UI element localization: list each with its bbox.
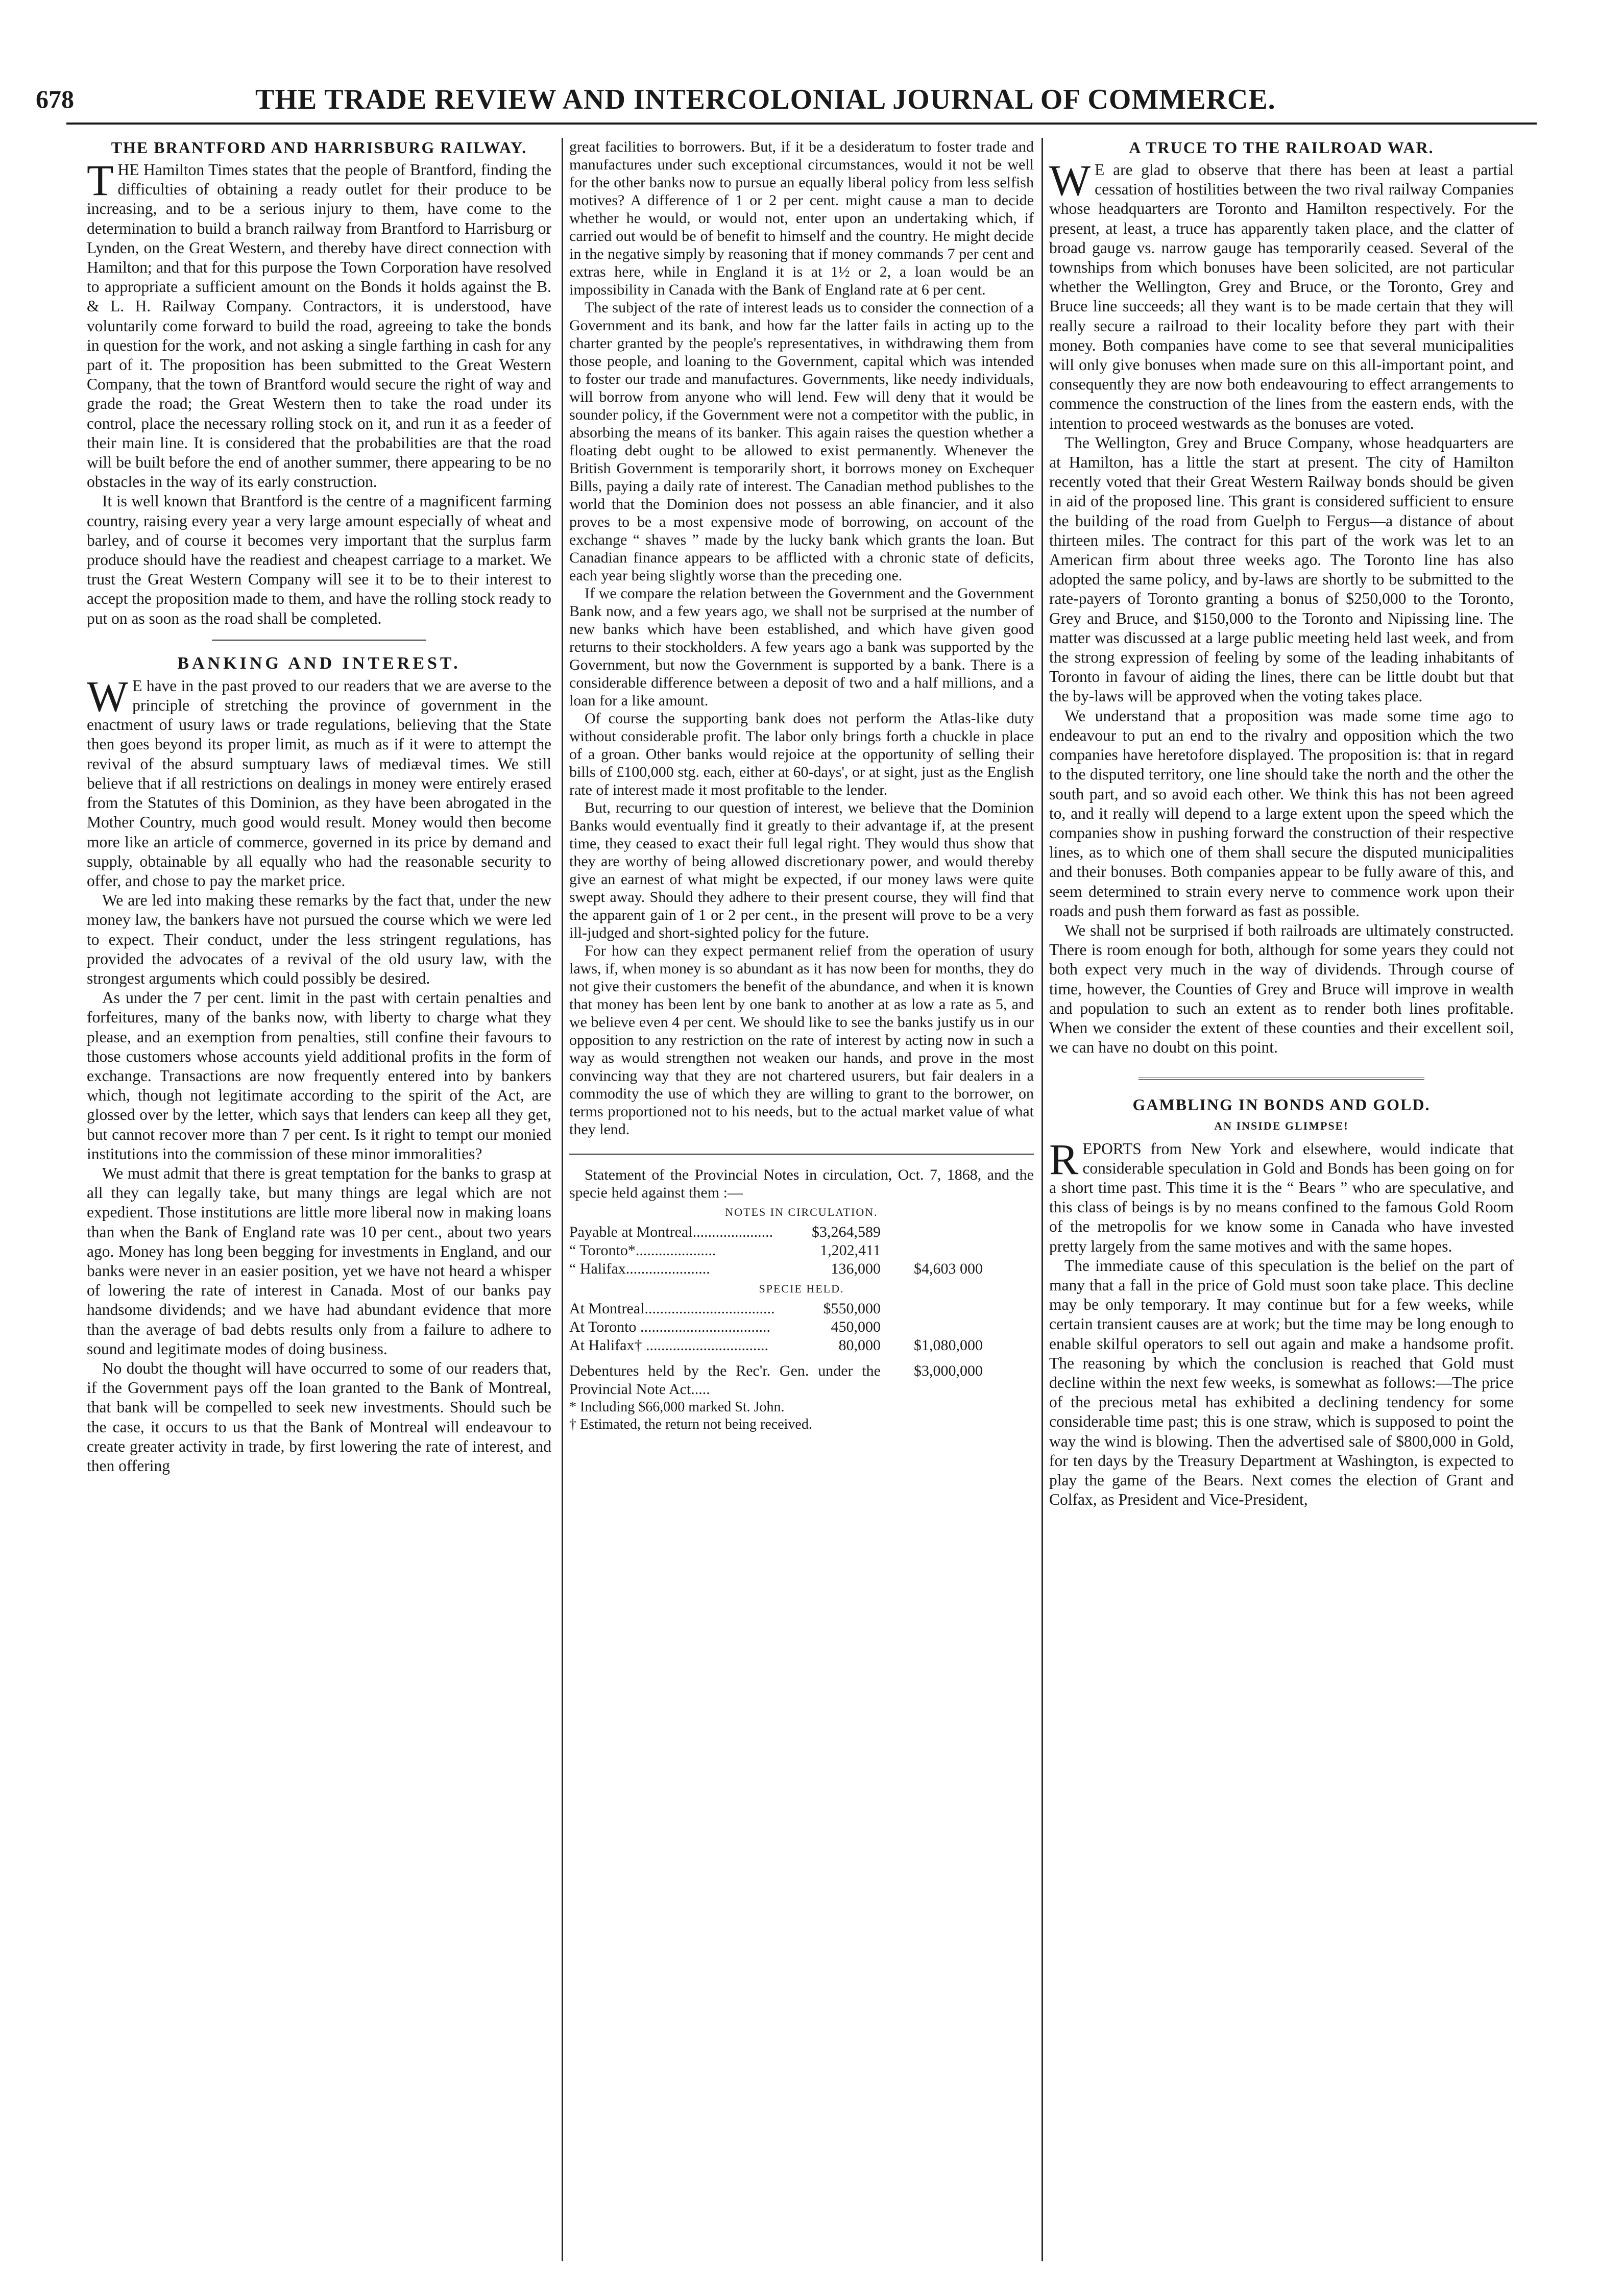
article-paragraph: Of course the supporting bank does not perform the Atlas-like duty without considerable profit. The labor only brings forth a chuckle in place of a groan. Other banks would rejoice at the opportunity of selling their bills of £100,000 stg. each, either at 60-days', or at sight, just as the English rate of interest made it most profitable to the lender. — [569, 710, 1034, 798]
column-divider — [562, 138, 563, 2261]
statement-intro: Statement of the Provincial Notes in circulation, Oct. 7, 1868, and the specie held against them :— — [569, 1166, 1034, 1201]
drop-cap: R — [1049, 1134, 1079, 1184]
footnote: * Including $66,000 marked St. John. — [569, 1399, 785, 1415]
statement-row: At Halifax† ................................ 80,000 $1,080,000 — [569, 1337, 983, 1354]
statement-row: Payable at Montreal..................... $3,264,589 — [569, 1224, 881, 1241]
article-paragraph: The subject of the rate of interest leads us to consider the connection of a Government and its bank, and how far the latter fails in acting up to the charter granted by the people's representatives, in withdrawing them from those people, and loaning to the Government, capital which was intended to foster our trade and manufactures. Governments, like needy individuals, will borrow from anyone who will lend. Few will deny that it would be sounder policy, if the Government were not a competitor with the public, in absorbing the means of its banker. This again raises the question whether a floating debt ought to be allowed to exist permanently. Whenever the British Government is temporarily short, it borrows money on Exchequer Bills, paying a daily rate of interest. The Canadian method publishes to the world that the Dominion does not possess an able financier, and it also proves to be a most expensive mode of borrowing, on account of the exchange “ shaves ” made by the lucky bank which grants the loan. But Canadian finance appears to be afflicted with a chronic state of deficits, each year being slightly worse than the preceding one. — [569, 299, 1034, 584]
section-separator — [1138, 1078, 1424, 1080]
article-paragraph: great facilities to borrowers. But, if it be a desideratum to foster trade and manufactures under such exceptional circumstances, would it not be well for the other banks now to pursue an equally liberal policy from less selfish motives? A difference of 1 or 2 per cent. might cause a man to decide whether he would, or would not, enter upon an undertaking which, if carried out would be of benefit to himself and the country. He might decide in the negative simply by reasoning that if money commands 7 per cent and extras here, while in England it is at 1½ or 2, a loan would be an impossibility in Canada with the Bank of England rate at 6 per cent. — [569, 138, 1034, 298]
article-title: A TRUCE TO THE RAILROAD WAR. — [1129, 138, 1434, 157]
statement-row: “ Halifax...................... 136,000 $4,603 000 — [569, 1260, 983, 1278]
article-paragraph: We understand that a proposition was made some time ago to endeavour to put an end to the rivalry and opposition which the two companies have heretofore displayed. The proposition is: that in regard to the disputed territory, one line should take the north and the other the south part, and so avoid each other. We think this has not been agreed to, and it really will depend to a large extent upon the speed which the companies show in pushing forward the construction of their respective lines, as to which one of them shall secure the disputed municipalities and their bonuses. Both companies appear to be fully aware of this, and seem determined to strain every nerve to commence work upon their roads and push them forward as fast as possible. — [1049, 706, 1514, 920]
article-paragraph: No doubt the thought will have occurred to some of our readers that, if the Government pays off the loan granted to the Bank of Montreal, that bank will be compelled to seek new investments. Should such be the case, it occurs to us that the Bank of Montreal will endeavour to create greater activity in trade, by first lowering the rate of interest, and then offering — [87, 1359, 551, 1475]
specie-caption: SPECIE HELD. — [759, 1282, 844, 1296]
article-banking — [87, 654, 551, 1476]
article-paragraph: We must admit that there is great temptation for the banks to grasp at all they can legally take, but many things are legal which are not expedient. Those institutions are little more liberal now in making loans than when the Bank of England rate was 10 per cent., about two years ago. Money has long been begging for investments in England, and our banks were never in an easier position, yet we have not heard a whisper of lowering the rate of interest in Canada. Most of our banks pay handsome dividends; and we have had abundant evidence that more than the average of bad debts results only from a failure to adhere to sound and legitimate modes of doing business. — [87, 1164, 551, 1358]
column-1 — [87, 138, 551, 2261]
article-brantford — [87, 138, 551, 628]
article-paragraph: THE Hamilton Times states that the people of Brantford, finding the difficulties of obtaining a ready outlet for their produce to be increasing, and to be a serious injury to them, have come to the determination to build a branch railway from Brantford to Harrisburg or Lynden, on the Great Western, and thereby have direct connection with Hamilton; and that for this purpose the Town Corporation have resolved to appropriate a sufficient amount on the Bonds it holds against the B. & L. H. Railway Company. Contractors, it is understood, have voluntarily come forward to build the road, agreeing to take the bonds in question for the work, and not asking a single farthing in cash for any part of it. The proposition has been submitted to the Great Western Company, that the town of Brantford would secure the right of way and grade the road; the Great Western then to take the road under its control, place the necessary rolling stock on it, and run it as a feeder of their main line. It is considered that the probabilities are that the road will be built before the end of another summer, there appearing to be no obstacles in the way of its early construction. — [87, 156, 551, 491]
section-separator — [212, 640, 426, 641]
provincial-notes-statement — [569, 1154, 1034, 1433]
page-number: 678 — [36, 85, 74, 113]
article-paragraph: The immediate cause of this speculation is the belief on the part of many that a fall in the price of Gold must soon take place. This decline may be only temporary. It may continue but for a few weeks, while certain transient causes are at work; but the time may be long enough to enable skilful operators to sell out again and make a handsome profit. The reasoning by which the conclusion is reached that Gold must decline within the next few weeks, is somewhat as follows:—The price of the precious metal has exhibited a declining tendency for some considerable time past; this is one straw, which is supposed to point the way the wind is blowing. Then the advertised sale of $800,000 in Gold, for ten days by the Treasury Department at Washington, is expected to play the game of the Bears. Next comes the election of Grant and Colfax, as President and Vice-President, — [1049, 1256, 1514, 1509]
article-subtitle: AN INSIDE GLIMPSE! — [1214, 1119, 1349, 1133]
column-divider — [1041, 138, 1043, 2261]
column-3 — [1049, 138, 1514, 2261]
footnote: † Estimated, the return not being received. — [569, 1416, 812, 1433]
article-title: THE BRANTFORD AND HARRISBURG RAILWAY. — [111, 138, 527, 157]
article-paragraph: W E have in the past proved to our readers that we are averse to the principle of stretching the province of government in the enactment of usury laws or trade regulations, believing that the State then goes beyond its proper limit, as much as if it were to attempt the revival of the absurd sumptuary laws of mediæval times. We still believe that if all restrictions on dealings in money were entirely erased from the Statutes of this Dominion, as they have been abrogated in the Mother Country, much good would result. Money would then become more like an article of commerce, governed in its price by demand and supply, obtainable by all equally who had the reasonable security to offer, and chose to pay the market price. — [87, 671, 551, 890]
page-header — [36, 84, 1557, 120]
article-paragraph: For how can they expect permanent relief from the operation of usury laws, if, when money is so abundant as it has now been for months, they do not give their customers the benefit of the abundance, and when it is known that money has been lent by one bank to another at as low a rate as 5, and we believe even 4 per cent. We should like to see the banks justify us in our opposition to any restriction on the rate of interest by acting now in such a way as would strengthen not weaken our hands, and prove in the most convincing way that they are not chartered usurers, but fair dealers in a commodity the use of which they are willing to grant to the borrower, on terms proportioned not to his needs, but to the actual market value of what they lend. — [569, 942, 1034, 1138]
drop-cap: T — [87, 156, 114, 205]
article-paragraph: We are led into making these remarks by the fact that, under the new money law, the bankers have not pursued the course which we were led to expect. Their conduct, under the less stringent regulations, has provided the advocates of a revival of the old usury law, with the strongest arguments which could possibly be desired. — [87, 891, 551, 987]
journal-title: THE TRADE REVIEW AND INTERCOLONIAL JOURNAL OF COMMERCE. — [255, 84, 1276, 115]
article-paragraph: As under the 7 per cent. limit in the past with certain penalties and forfeitures, many of the banks now, with liberty to charge what they please, and an exemption from penalties, still confine their favours to those customers whose accounts yield additional profits in the form of exchange. Transactions are now frequently entered into by bankers which, though not legitimate according to the spirit of the Act, are glossed over by the letter, which says that lenders can keep all they get, but cannot recover more than 7 per cent. Is it right to tempt our monied institutions into the commission of these minor immoralities? — [87, 989, 551, 1163]
article-paragraph: REPORTS from New York and elsewhere, would indicate that considerable speculation in Gold and Bonds has been going on for a short time past. This time it is the “ Bears ” who are speculative, and this class of beings is by no means confined to the famous Gold Room of the metropolis for we know some in Canada who have invested pretty largely from the same motives and with the same hopes. — [1049, 1134, 1514, 1255]
statement-row: Debentures held by the Rec'r. Gen. under the Provincial Note Act..... $3,000,000 — [569, 1362, 983, 1398]
notes-caption: NOTES IN CIRCULATION. — [725, 1206, 878, 1218]
article-paragraph: If we compare the relation between the Government and the Government Bank now, and a few years ago, we shall not be surprised at the number of new banks which have been established, and which have given good returns to their stockholders. A few years ago a bank was supported by the Government, but now the Government is supported by a bank. There is a considerable difference between a deposit of two and a half millions, and a loan for a like amount. — [569, 585, 1034, 709]
article-gambling — [1049, 1095, 1514, 1509]
article-paragraph: The Wellington, Grey and Bruce Company, whose headquarters are at Hamilton, has a little the start at present. The city of Hamilton recently voted that their Great Western Railway bonds should be given in aid of the proposed line. This grant is considered sufficient to ensure the building of the road from Guelph to Fergus—a distance of about thirteen miles. The contract for this part of the work was let to an American firm about three weeks ago. The Toronto line has also adopted the same policy, and by-laws are shortly to be submitted to the rate-payers of Toronto granting a bonus of $250,000 to the Toronto, Grey and Bruce, and $150,000 to the Toronto and Nipissing line. The matter was discussed at a large public meeting held last week, and from the strong expression of feeling by some of the leading inhabitants of Toronto in favour of aiding the lines, there can be little doubt but that the by-laws will be approved when the voting takes place. — [1049, 433, 1514, 705]
drop-cap: W — [1049, 156, 1091, 205]
article-title: GAMBLING IN BONDS AND GOLD. — [1132, 1095, 1431, 1114]
article-paragraph: W E are glad to observe that there has been at least a partial cessation of hostilities between the two rival railway Companies whose headquarters are Toronto and Hamilton respectively. For the present, at least, a truce has apparently taken place, and the clatter of broad gauge vs. narrow gauge has temporarily ceased. Several of the townships from which bonuses have been solicited, are not particular whether the Wellington, Grey and Bruce, or the Toronto, Grey and Bruce line succeeds; all they want is to be made certain that they will really secure a railroad to their locality before they part with their money. Both companies have come to see that several municipalities will only give bonuses when made sure on this all-important point, and consequently they are now both endeavouring to effect arrangements to commence the construction of the lines from the eastern ends, with the intention to proceed westwards as the bonuses are voted. — [1049, 156, 1514, 432]
statement-row: “ Toronto*..................... 1,202,411 — [569, 1242, 881, 1259]
statement-row: At Toronto .................................. 450,000 — [569, 1318, 881, 1336]
article-title: BANKING AND INTEREST. — [177, 653, 461, 673]
statement-row: At Montreal.................................. $550,000 — [569, 1300, 881, 1317]
article-paragraph: It is well known that Brantford is the centre of a magnificent farming country, raising every year a very large amount especially of wheat and barley, and of course it becomes very important that the surplus farm produce should have the readiest and cheapest carriage to a market. We trust the Great Western Company will see it to be to their interest to accept the proposition made to them, and have the rolling stock ready to put on as soon as the road shall be completed. — [87, 492, 551, 627]
header-rule — [66, 123, 1537, 125]
article-paragraph: But, recurring to our question of interest, we believe that the Dominion Banks would eventually find it greatly to their advantage if, at the present time, they ceased to exact their full legal right. They would thus show that they are worthy of being allowed discretionary power, and would thereby give an earnest of what might be expected, if our money laws were quite swept away. Should they adhere to their present course, they will find that the apparent gain of 1 or 2 per cent., in the present will prove to be a very ill-judged and short-sighted policy for the future. — [569, 799, 1034, 941]
column-2 — [569, 138, 1034, 2261]
article-truce — [1049, 138, 1514, 1057]
article-paragraph: We shall not be surprised if both railroads are ultimately constructed. There is room enough for both, although for some years they could not both expect very much in the way of dividends. Through course of time, however, the Counties of Grey and Bruce will improve in wealth and population to such an extent as to render both lines profitable. When we consider the extent of these counties and their excellent soil, we can have no doubt on this point. — [1049, 921, 1514, 1057]
drop-cap: W — [87, 671, 129, 721]
